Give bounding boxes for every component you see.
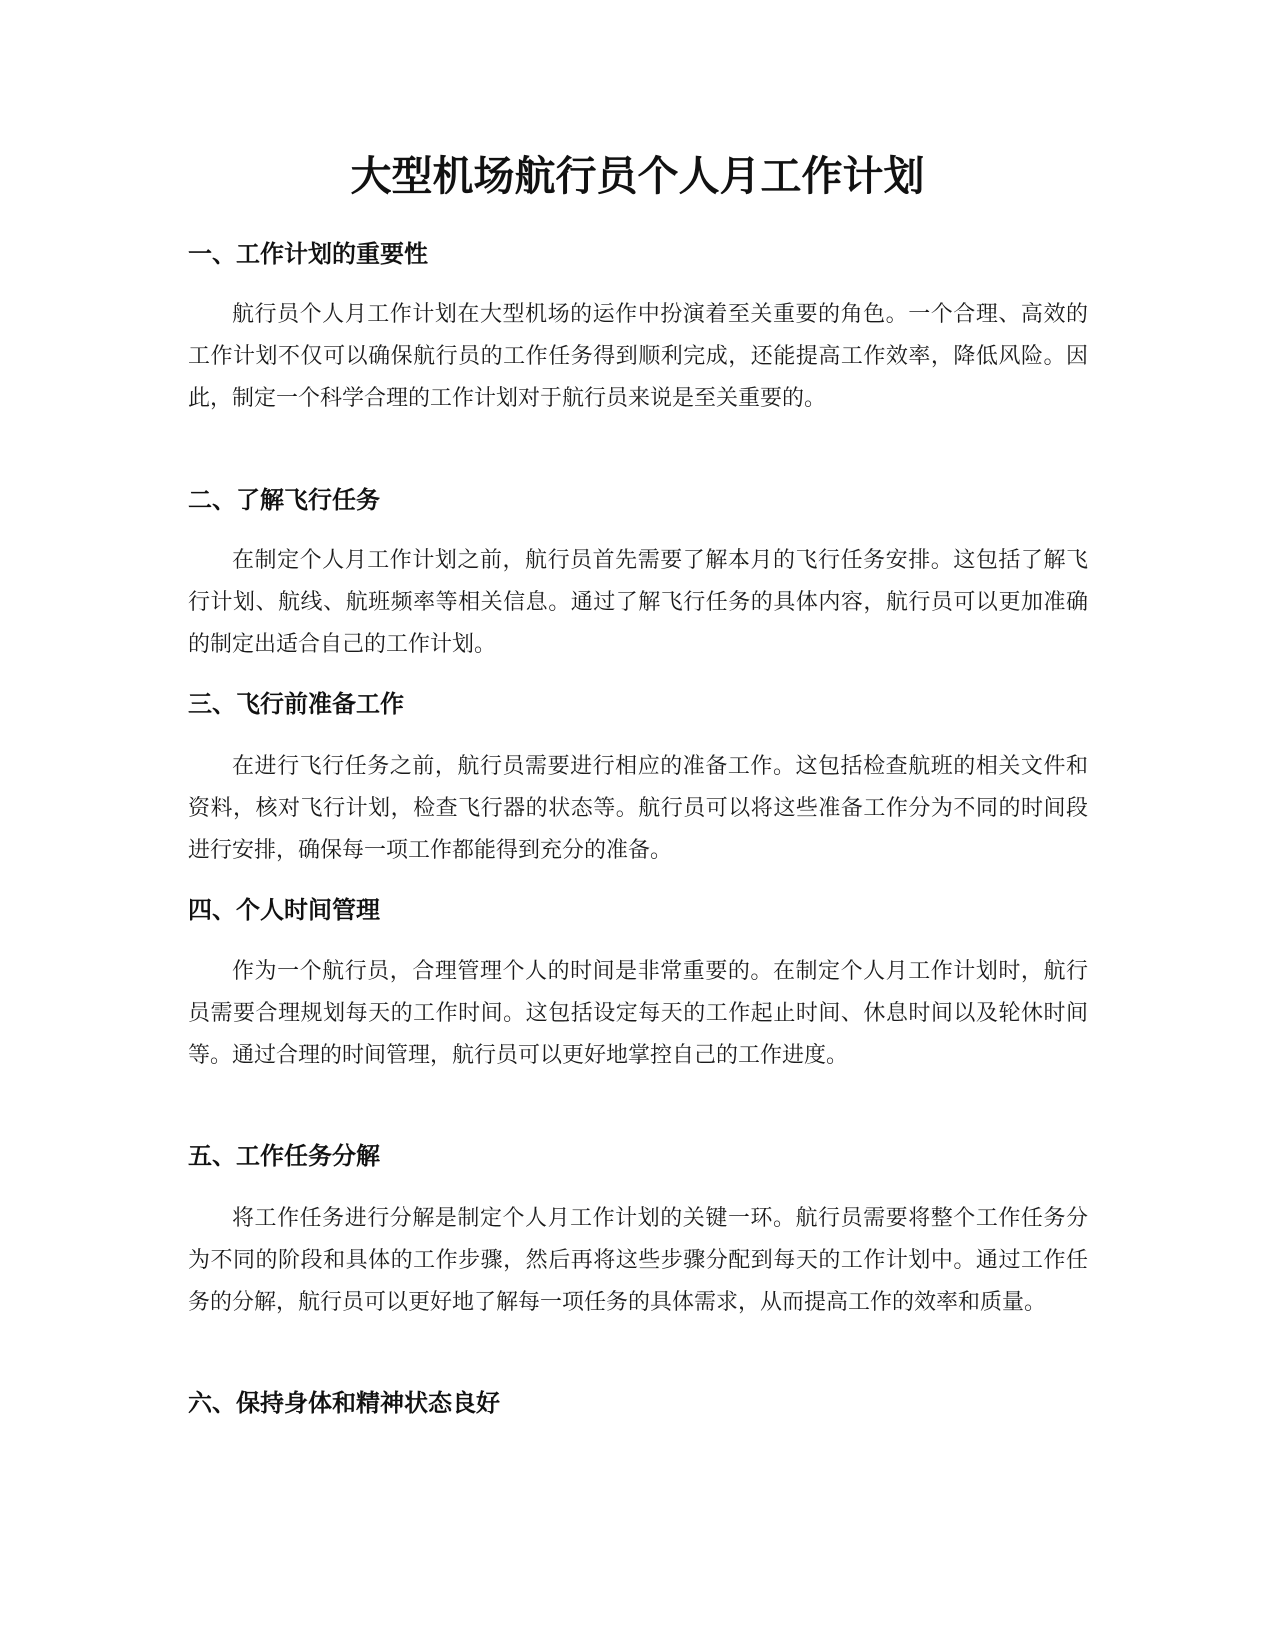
section-heading-preflight-prep: 三、飞行前准备工作	[188, 690, 404, 718]
section-heading-time-management: 四、个人时间管理	[188, 896, 380, 924]
section-heading-task-breakdown: 五、工作任务分解	[188, 1142, 380, 1170]
document-title: 大型机场航行员个人月工作计划	[350, 152, 925, 200]
section-paragraph-importance: 航行员个人月工作计划在大型机场的运作中扮演着至关重要的角色。一个合理、高效的工作计划不仅可以确保航行员的工作任务得到顺利完成，还能提高工作效率，降低风险。因此，制定一个科学合理的工作计划对于航行员来说是至关重要的。	[188, 302, 1088, 411]
section-paragraph-preflight-prep: 在进行飞行任务之前，航行员需要进行相应的准备工作。这包括检查航班的相关文件和资料，核对飞行计划，检查飞行器的状态等。航行员可以将这些准备工作分为不同的时间段进行安排，确保每一项工作都能得到充分的准备。	[188, 754, 1088, 863]
section-heading-flight-tasks: 二、了解飞行任务	[188, 486, 380, 514]
section-heading-physical-mental-state: 六、保持身体和精神状态良好	[188, 1389, 500, 1417]
section-paragraph-time-management: 作为一个航行员，合理管理个人的时间是非常重要的。在制定个人月工作计划时，航行员需要合理规划每天的工作时间。这包括设定每天的工作起止时间、休息时间以及轮休时间等。通过合理的时间管理，航行员可以更好地掌控自己的工作进度。	[188, 959, 1088, 1068]
section-paragraph-flight-tasks: 在制定个人月工作计划之前，航行员首先需要了解本月的飞行任务安排。这包括了解飞行计划、航线、航班频率等相关信息。通过了解飞行任务的具体内容，航行员可以更加准确的制定出适合自己的工作计划。	[188, 548, 1088, 657]
section-paragraph-task-breakdown: 将工作任务进行分解是制定个人月工作计划的关键一环。航行员需要将整个工作任务分为不同的阶段和具体的工作步骤，然后再将这些步骤分配到每天的工作计划中。通过工作任务的分解，航行员可以更好地了解每一项任务的具体需求，从而提高工作的效率和质量。	[188, 1206, 1088, 1315]
section-heading-importance: 一、工作计划的重要性	[188, 240, 428, 268]
